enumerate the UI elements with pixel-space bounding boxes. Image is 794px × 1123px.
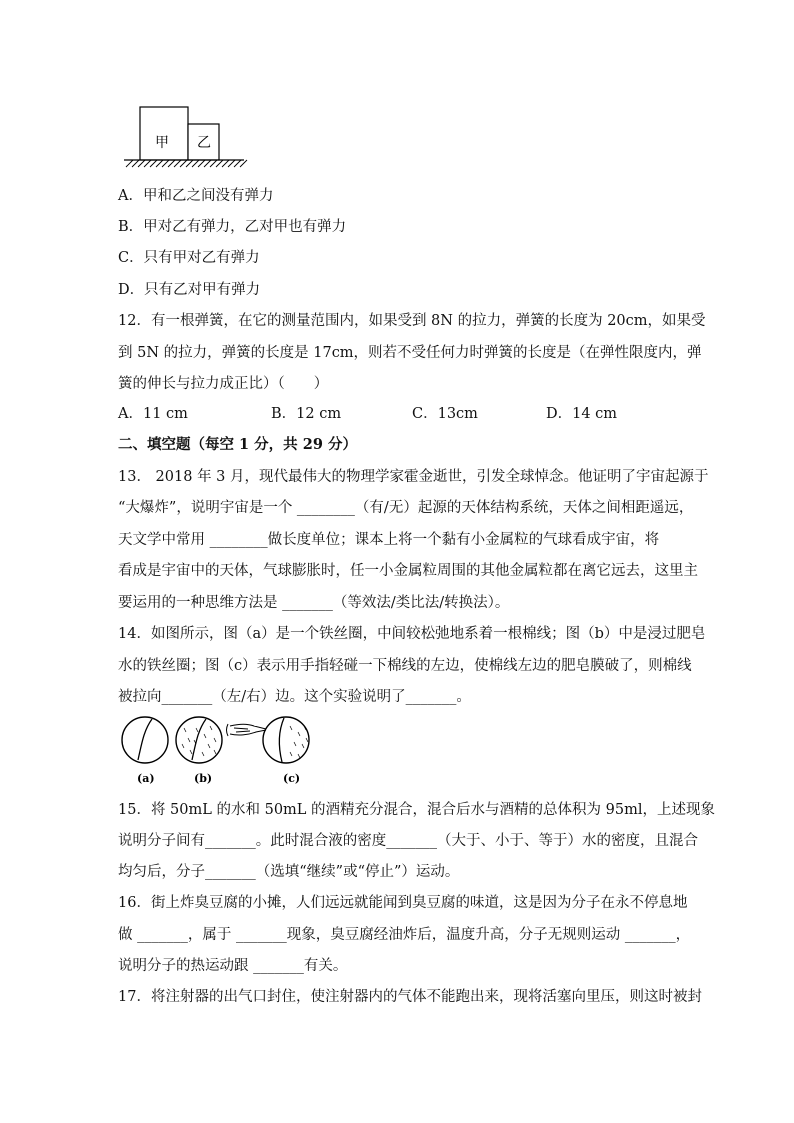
q12-line-2: 到 5N 的拉力，弹簧的长度是 17cm，则若不受任何力时弹簧的长度是（在弹性限度内，弹 — [118, 345, 702, 361]
q13-line-5: 要运用的一种思维方法是 _______（等效法/类比法/转换法）。 — [118, 595, 510, 611]
q14-line-2: 水的铁丝圈；图（c）表示用手指轻碰一下棉线的左边，使棉线左边的肥皂膜破了，则棉线 — [118, 658, 692, 674]
label-b: (b) — [194, 772, 213, 785]
label-a: (a) — [137, 772, 155, 785]
q14-line-3: 被拉向_______（左/右）边。这个实验说明了_______。 — [118, 689, 471, 705]
q12-option-c: C．13cm — [412, 406, 478, 422]
wire-loop-figure — [118, 714, 318, 790]
q13-line-2: “大爆炸”，说明宇宙是一个 ________（有/无）起源的天体结构系统，天体之间相距遥远， — [118, 500, 694, 516]
q16-line-1: 16．街上炸臭豆腐的小摊，人们远远就能闻到臭豆腐的味道，这是因为分子在永不停息地 — [118, 895, 688, 911]
finger-icon — [227, 724, 267, 736]
label-c: (c) — [283, 772, 301, 785]
q12-options — [118, 404, 678, 424]
q12-option-a: A．11 cm — [118, 406, 188, 422]
q13-line-1: 13． 2018 年 3 月，现代最伟大的物理学家霍金逝世，引发全球悼念。他证明了宇宙起源于 — [118, 469, 709, 485]
q15-line-1: 15．将 50mL 的水和 50mL 的酒精充分混合，混合后水与酒精的总体积为 95ml，上述现象 — [118, 802, 715, 818]
block-yi-label: 乙 — [197, 135, 211, 151]
q12-line-3: 簧的伸长与拉力成正比）（ ） — [118, 376, 329, 392]
block-jia — [140, 107, 188, 160]
q12-line-1: 12．有一根弹簧，在它的测量范围内，如果受到 8N 的拉力，弹簧的长度为 20cm，如果受 — [118, 313, 706, 329]
q12-option-b: B．12 cm — [271, 406, 342, 422]
q11-option-b: B．甲对乙有弹力，乙对甲也有弹力 — [118, 219, 347, 235]
q13-line-3: 天文学中常用 ________做长度单位；课本上将一个黏有小金属粒的气球看成宇宙，将 — [118, 532, 660, 548]
q14-line-1: 14．如图所示，图（a）是一个铁丝圈，中间较松弛地系着一根棉线；图（b）中是浸过肥皂 — [118, 626, 706, 642]
ground-hatching — [126, 160, 247, 167]
q15-line-3: 均匀后，分子_______（选填“继续”或“停止”）运动。 — [118, 864, 460, 880]
q17-line-1: 17．将注射器的出气口封住，使注射器内的气体不能跑出来，现将活塞向里压，则这时被封 — [118, 989, 702, 1005]
loop-b — [176, 717, 222, 763]
block-jia-label: 甲 — [155, 135, 169, 151]
loop-a — [122, 717, 168, 763]
blocks-figure — [118, 100, 250, 172]
q11-option-d: D．只有乙对甲有弹力 — [118, 282, 261, 298]
q11-option-a: A．甲和乙之间没有弹力 — [118, 188, 274, 204]
q13-line-4: 看成是宇宙中的天体，气球膨胀时，任一小金属粒周围的其他金属粒都在离它远去，这里主 — [118, 563, 698, 579]
q11-option-c: C．只有甲对乙有弹力 — [118, 250, 260, 266]
q16-line-2: 做 _______，属于 _______现象，臭豆腐经油炸后，温度升高，分子无规则运动 _______， — [118, 927, 691, 943]
q16-line-3: 说明分子的热运动跟 _______有关。 — [118, 958, 348, 974]
q15-line-2: 说明分子间有_______。此时混合液的密度_______（大于、小于、等于）水的密度，且混合 — [118, 833, 698, 849]
section-title-fill-blank: 二、填空题（每空 1 分，共 29 分） — [118, 436, 357, 453]
loop-c — [263, 717, 309, 763]
q12-option-d: D．14 cm — [546, 406, 618, 422]
